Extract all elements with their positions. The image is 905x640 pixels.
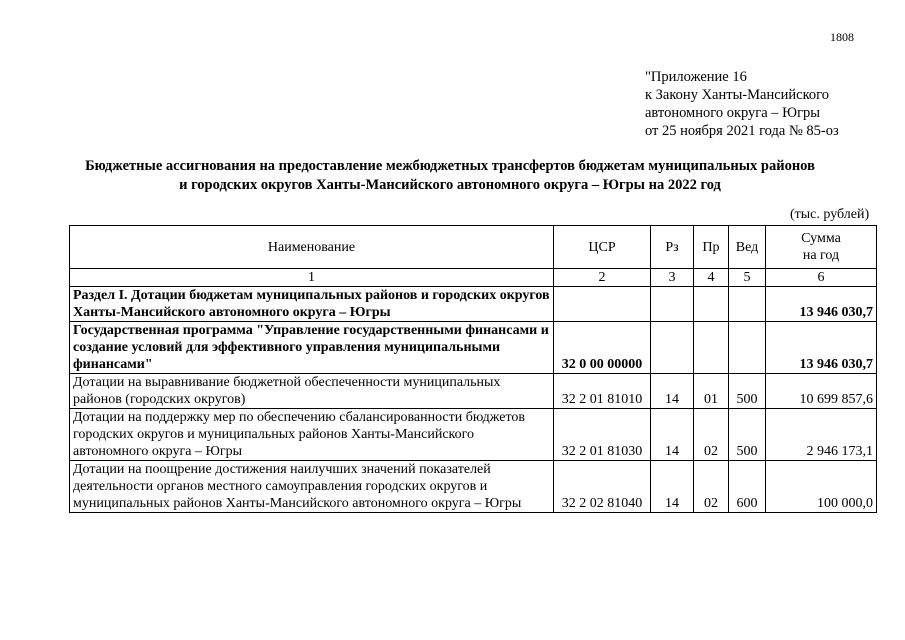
row-sum: 10 699 857,6 xyxy=(766,374,877,409)
document-title xyxy=(40,157,860,195)
budget-table xyxy=(69,225,877,513)
appendix-line: от 25 ноября 2021 года № 85-оз xyxy=(645,123,839,139)
row-rz: 14 xyxy=(651,461,694,513)
table-header-row xyxy=(70,226,877,269)
column-number: 4 xyxy=(694,269,729,287)
appendix-line: к Закону Ханты-Мансийского xyxy=(645,87,830,103)
header-sum-line: Сумма xyxy=(801,231,841,246)
row-ved: 600 xyxy=(729,461,766,513)
title-line: Бюджетные ассигнования на предоставление межбюджетных трансфертов бюджетам муниципальных районов xyxy=(85,158,815,174)
row-ved xyxy=(729,287,766,322)
table-row xyxy=(70,461,877,513)
row-pr xyxy=(694,287,729,322)
header-sum-line: на год xyxy=(802,248,840,263)
units-label: (тыс. рублей) xyxy=(790,207,870,222)
row-csr: 32 2 01 81030 xyxy=(554,409,651,461)
column-number: 6 xyxy=(766,269,877,287)
header-ved: Вед xyxy=(729,226,766,269)
row-ved xyxy=(729,322,766,374)
column-number: 5 xyxy=(729,269,766,287)
row-ved: 500 xyxy=(729,374,766,409)
row-csr: 32 0 00 00000 xyxy=(554,322,651,374)
row-sum: 13 946 030,7 xyxy=(766,287,877,322)
row-csr xyxy=(554,287,651,322)
table-row xyxy=(70,322,877,374)
header-csr: ЦСР xyxy=(554,226,651,269)
row-csr: 32 2 02 81040 xyxy=(554,461,651,513)
row-rz: 14 xyxy=(651,374,694,409)
header-name: Наименование xyxy=(70,226,554,269)
row-pr: 01 xyxy=(694,374,729,409)
row-sum: 2 946 173,1 xyxy=(766,409,877,461)
row-pr xyxy=(694,322,729,374)
row-sum: 13 946 030,7 xyxy=(766,322,877,374)
column-number: 1 xyxy=(70,269,554,287)
row-csr: 32 2 01 81010 xyxy=(554,374,651,409)
appendix-reference xyxy=(645,68,839,140)
row-pr: 02 xyxy=(694,461,729,513)
row-ved: 500 xyxy=(729,409,766,461)
title-line: и городских округов Ханты-Мансийского автономного округа – Югры на 2022 год xyxy=(179,177,721,193)
row-sum: 100 000,0 xyxy=(766,461,877,513)
column-number: 3 xyxy=(651,269,694,287)
table-row xyxy=(70,409,877,461)
page-number: 1808 xyxy=(830,30,854,44)
header-pr: Пр xyxy=(694,226,729,269)
row-rz xyxy=(651,287,694,322)
table-row xyxy=(70,374,877,409)
row-name: Дотации на поощрение достижения наилучших значений показателей деятельности органов местного самоуправления городских округов и муниципальных районов Ханты-Мансийского автономного округа – Югры xyxy=(70,461,554,513)
appendix-line: "Приложение 16 xyxy=(645,69,747,85)
row-rz: 14 xyxy=(651,409,694,461)
column-number-row xyxy=(70,269,877,287)
appendix-line: автономного округа – Югры xyxy=(645,105,821,121)
column-number: 2 xyxy=(554,269,651,287)
row-pr: 02 xyxy=(694,409,729,461)
row-rz xyxy=(651,322,694,374)
row-name: Дотации на поддержку мер по обеспечению сбалансированности бюджетов городских округов и муниципальных районов Ханты-Мансийского автономного округа – Югры xyxy=(70,409,554,461)
header-rz: Рз xyxy=(651,226,694,269)
row-name: Государственная программа "Управление государственными финансами и создание условий для эффективного управления муниципальными финансами" xyxy=(70,322,554,374)
row-name: Дотации на выравнивание бюджетной обеспеченности муниципальных районов (городских округов) xyxy=(70,374,554,409)
header-sum xyxy=(766,226,877,269)
table-row xyxy=(70,287,877,322)
row-name: Раздел I. Дотации бюджетам муниципальных районов и городских округов Ханты-Мансийского автономного округа – Югры xyxy=(70,287,554,322)
